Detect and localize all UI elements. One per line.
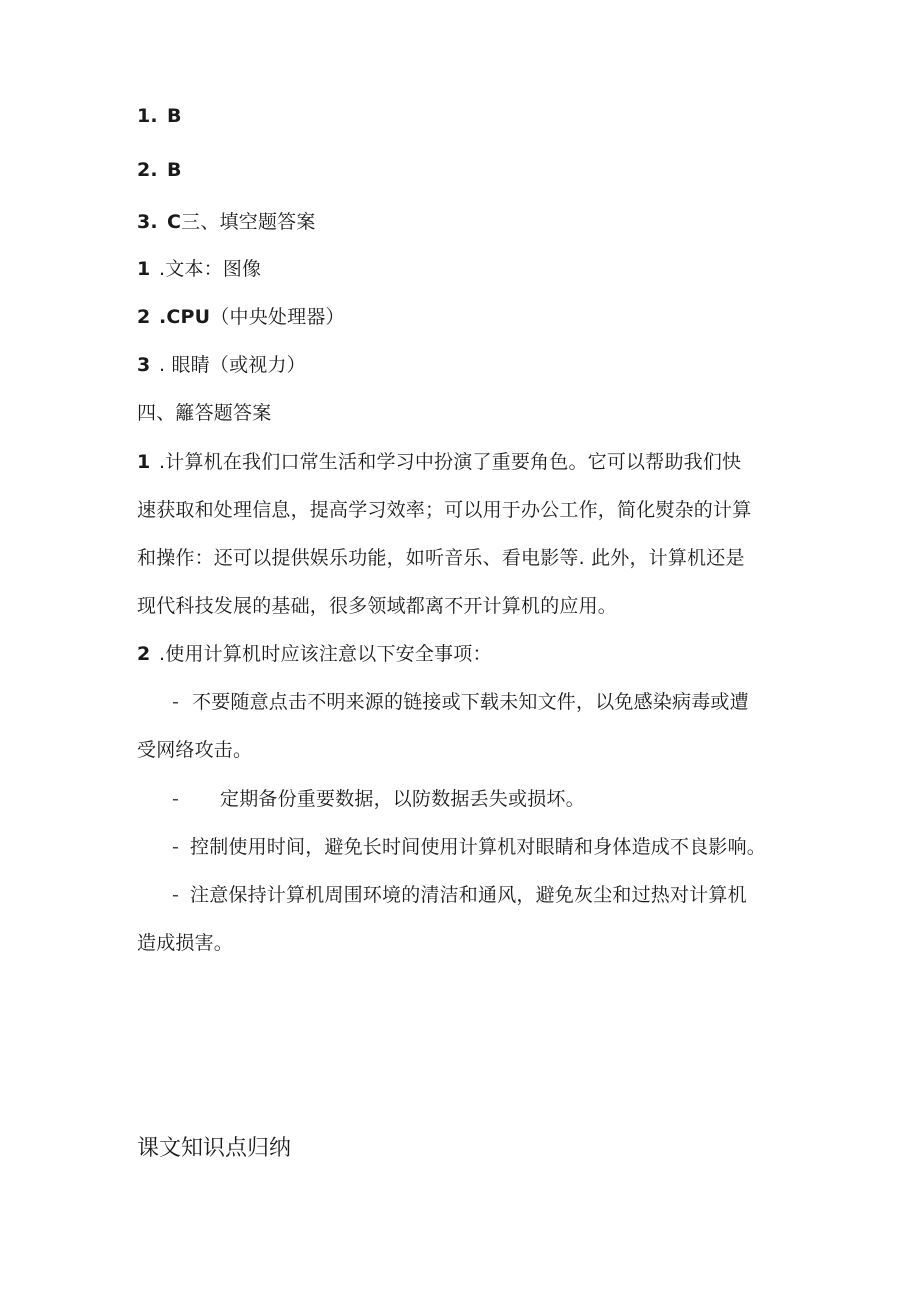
- short-answer-number: 2: [137, 643, 151, 665]
- choice-letter: B: [167, 105, 182, 127]
- section-heading: 课文知识点归纳: [137, 1136, 292, 1161]
- fill-text: （中央处理器）: [210, 306, 345, 328]
- dash-marker: -: [172, 884, 180, 906]
- fill-number: 1: [137, 258, 151, 280]
- fill-number: 2: [137, 306, 151, 328]
- choice-answer-2: [137, 158, 182, 182]
- bullet-text: 不要随意点击不明来源的链接或下载未知文件，以免感染病毒或遭: [192, 691, 749, 713]
- short-answer-1-line-4: 现代科技发展的基础，很多领域都离不开计算机的应用。: [137, 595, 618, 617]
- fill-answer-1: [137, 257, 261, 281]
- fill-answer-3: [137, 353, 306, 377]
- choice-letter: B: [167, 159, 182, 181]
- paragraph-text: .使用计算机时应该注意以下安全事项：: [159, 643, 492, 665]
- choice-number: 1.: [137, 105, 158, 127]
- paragraph-text: .计算机在我们口常生活和学习中扮演了重要角色。它可以帮助我们快: [159, 451, 742, 473]
- short-answer-number: 1: [137, 451, 151, 473]
- choice-letter: C: [167, 211, 182, 233]
- choice-answer-3: [137, 210, 316, 234]
- fill-text: .文本：图像: [159, 258, 262, 280]
- dash-marker: -: [172, 836, 180, 858]
- fill-answer-2: [137, 305, 345, 329]
- bullet-text: 定期备份重要数据，以防数据丢失或损坏。: [220, 788, 585, 810]
- section-3-title: 三、填空题答案: [181, 211, 316, 233]
- dash-marker: -: [172, 788, 180, 810]
- fill-text: . 眼睛（或视力）: [159, 354, 306, 376]
- bullet-4-line-2: 造成损害。: [137, 932, 234, 954]
- bullet-1-line-2: 受网络攻击。: [137, 739, 253, 761]
- choice-answer-1: [137, 104, 182, 128]
- choice-number: 2.: [137, 159, 158, 181]
- short-answer-1-line-3: 和操作：还可以提供娱乐功能，如听音乐、看电影等. 此外，计算机还是: [137, 547, 745, 569]
- bullet-text: 控制使用时间，避免长时间使用计算机对眼睛和身体造成不良影响。: [190, 836, 767, 858]
- short-answer-2-intro: [137, 642, 492, 666]
- bullet-4-line-1: [172, 883, 747, 907]
- fill-text-bold: .CPU: [159, 306, 211, 328]
- choice-number: 3.: [137, 211, 158, 233]
- bullet-2-line-1: [172, 787, 585, 811]
- fill-number: 3: [137, 354, 151, 376]
- section-4-title: 四、籬答题答案: [137, 402, 272, 424]
- bullet-text: 注意保持计算机周围环境的清洁和通风，避免灰尘和过热对计算机: [190, 884, 747, 906]
- bullet-1-line-1: [172, 690, 749, 714]
- dash-marker: -: [172, 691, 180, 713]
- short-answer-1-line-1: [137, 450, 741, 474]
- short-answer-1-line-2: 速获取和处理信息，提高学习效率；可以用于办公工作，简化熨杂的计算: [137, 499, 752, 521]
- bullet-3-line-1: [172, 835, 766, 859]
